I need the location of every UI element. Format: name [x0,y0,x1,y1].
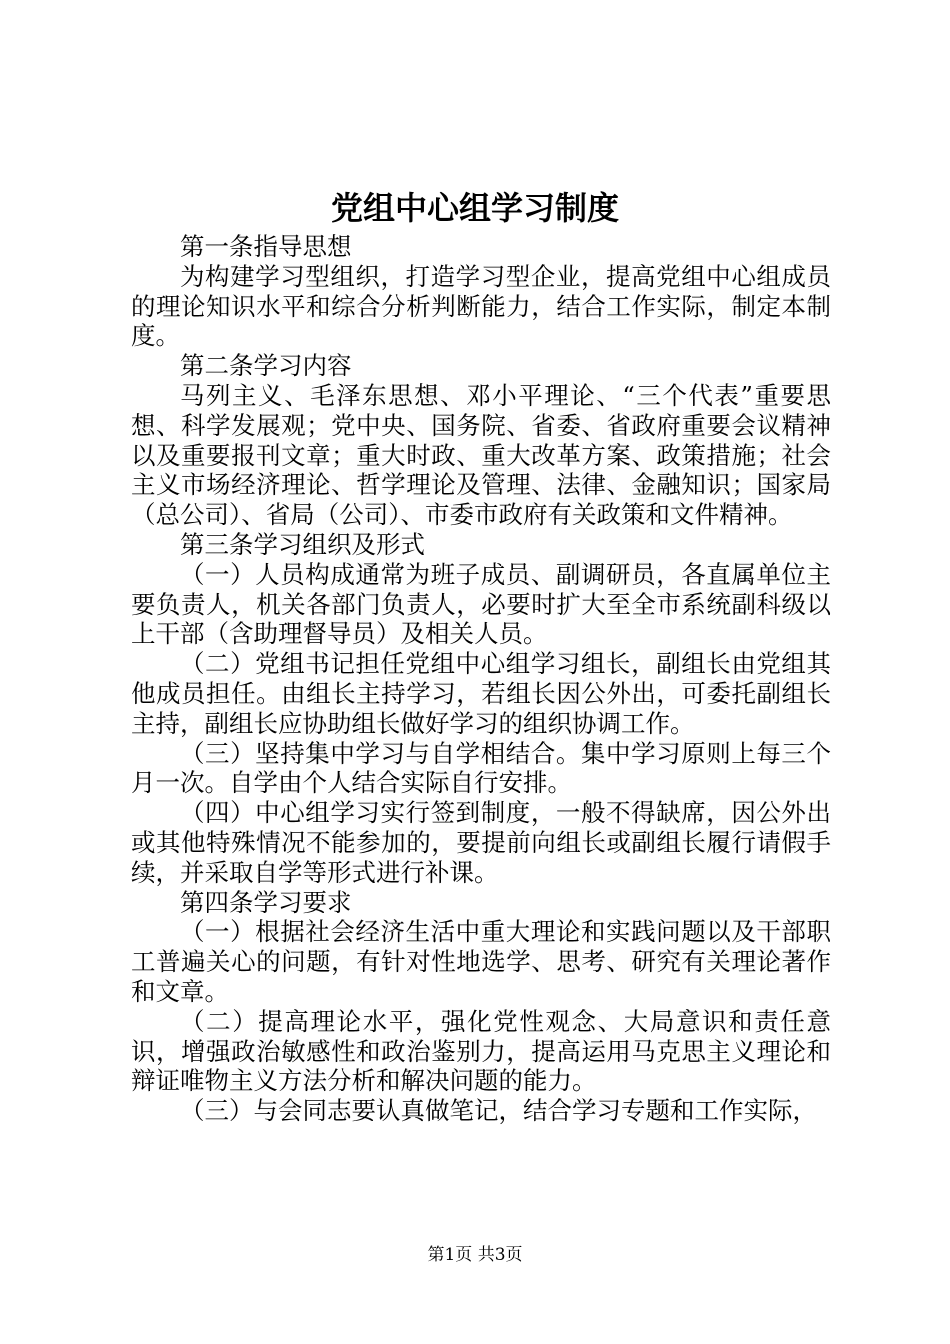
section-4-paragraph-1: （一）根据社会经济生活中重大理论和实践问题以及干部职工普遍关心的问题，有针对性地选学、思考、研究有关理论著作和文章。 [131,917,831,1006]
page-number-footer: 第1页 共3页 [427,1245,523,1265]
section-heading-4: 第四条学习要求 [180,887,352,917]
section-3-paragraph-2: （二）党组书记担任党组中心组学习组长，副组长由党组其他成员担任。由组长主持学习，若组长因公外出，可委托副组长主持，副组长应协助组长做好学习的组织协调工作。 [131,649,831,738]
section-4-paragraph-2: （二）提高理论水平，强化党性观念、大局意识和责任意识，增强政治敏感性和政治鉴别力，提高运用马克思主义理论和辩证唯物主义方法分析和解决问题的能力。 [131,1006,831,1096]
section-3-paragraph-4: （四）中心组学习实行签到制度，一般不得缺席，因公外出或其他特殊情况不能参加的，要提前向组长或副组长履行请假手续，并采取自学等形式进行补课。 [131,798,831,887]
section-1-paragraph-1: 为构建学习型组织，打造学习型企业，提高党组中心组成员的理论知识水平和综合分析判断能力，结合工作实际，制定本制度。 [131,261,831,351]
section-heading-2: 第二条学习内容 [180,351,352,381]
section-3-paragraph-1: （一）人员构成通常为班子成员、副调研员，各直属单位主要负责人，机关各部门负责人，必要时扩大至全市系统副科级以上干部（含助理督导员）及相关人员。 [131,559,831,649]
section-2-paragraph-1: 马列主义、毛泽东思想、邓小平理论、“三个代表”重要思想、科学发展观；党中央、国务院、省委、省政府重要会议精神以及重要报刊文章；重大时政、重大改革方案、政策措施；社会主义市场经济理论、哲学理论及管理、法律、金融知识；国家局（总公司）、省局（公司）、市委市政府有关政策和文件精神。 [131,380,831,530]
section-heading-1: 第一条指导思想 [180,232,352,261]
section-heading-3: 第三条学习组织及形式 [180,529,425,559]
section-4-paragraph-3: （三）与会同志要认真做笔记，结合学习专题和工作实际， [180,1096,817,1126]
document-body [131,232,831,1126]
section-3-paragraph-3: （三）坚持集中学习与自学相结合。集中学习原则上每三个月一次。自学由个人结合实际自行安排。 [131,738,831,798]
page-title: 党组中心组学习制度 [330,189,619,227]
